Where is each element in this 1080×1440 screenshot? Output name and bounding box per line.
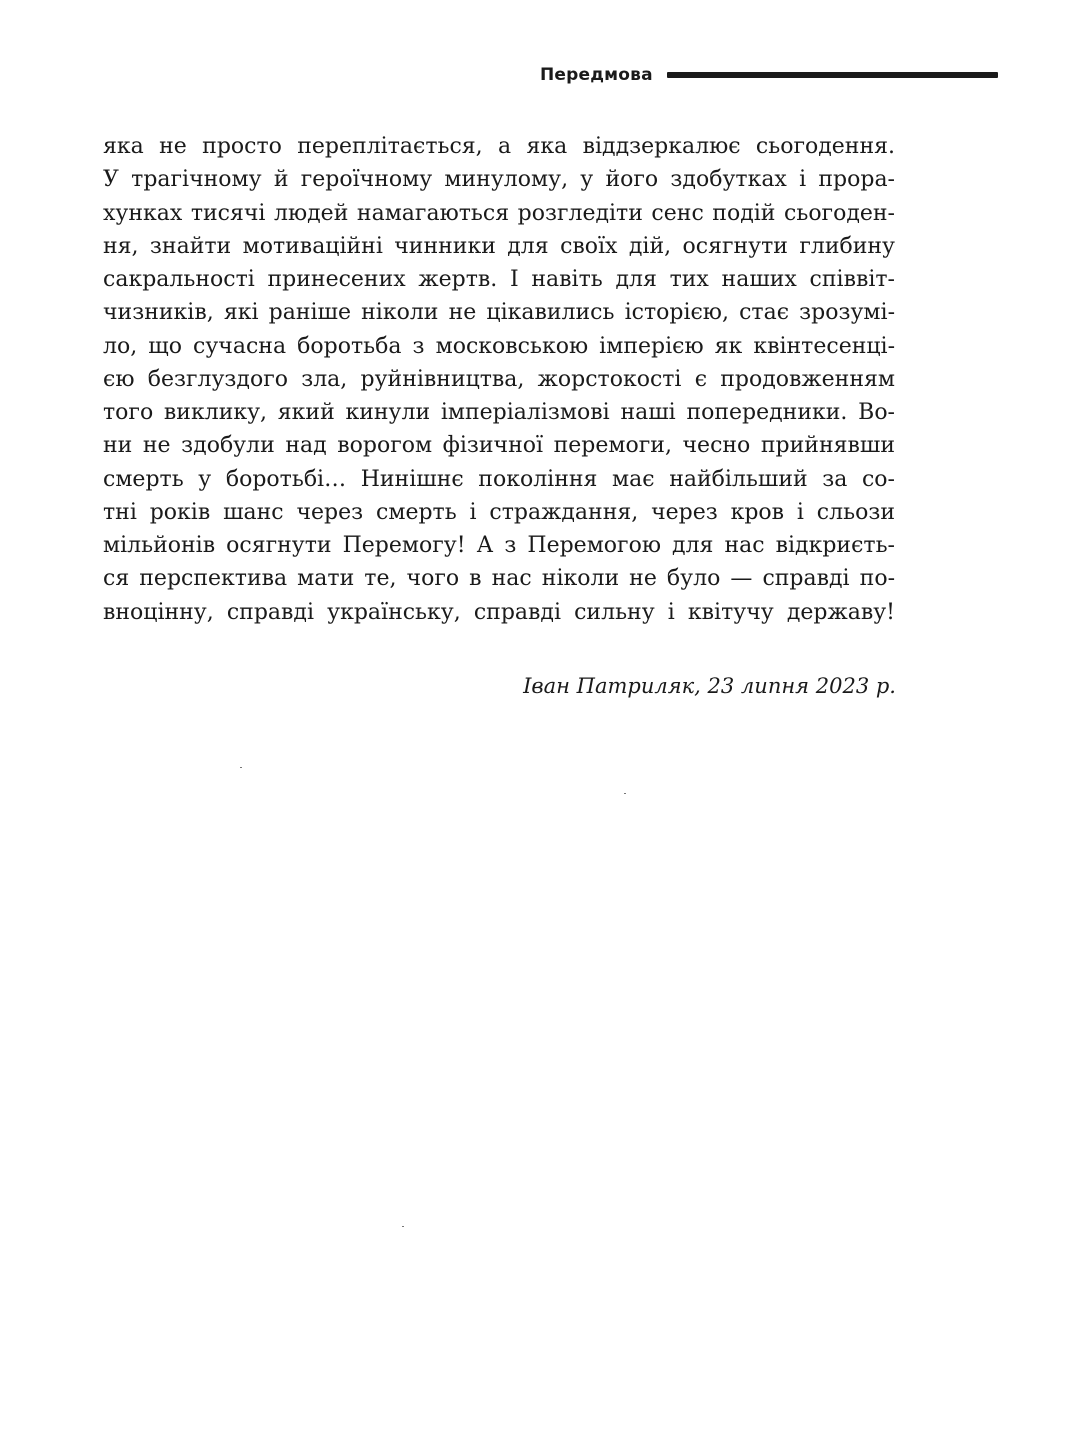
header-rule: [667, 72, 998, 78]
text-line: ся перспектива мати те, чого в нас ніколи не було — справді по-: [103, 566, 895, 592]
text-line: мільйонів осягнути Перемогу! А з Перемогою для нас відкриєть-: [103, 533, 895, 558]
text-line: тні років шанс через смерть і страждання, через кров і сльози: [103, 499, 895, 525]
text-line: вноцінну, справді українську, справді сильну і квітучу державу!: [103, 599, 895, 625]
paper-speck: [402, 1226, 404, 1227]
text-line: сакральності принесених жертв. І навіть для тих наших співвіт-: [103, 267, 895, 292]
text-line: ни не здобули над ворогом фізичної перемоги, чесно прийнявши: [103, 433, 895, 459]
section-title: Передмова: [540, 65, 653, 85]
text-line: ня, знайти мотиваційні чинники для своїх дій, осягнути глибину: [103, 233, 895, 259]
text-line: того виклику, який кинули імперіалізмові наші попередники. Во-: [103, 400, 895, 425]
text-line: смерть у боротьбі… Нинішнє покоління має найбільший за со-: [103, 466, 895, 492]
text-line: хунках тисячі людей намагаються розгледіти сенс подій сьогоден-: [103, 200, 895, 226]
body-text: [103, 130, 895, 629]
text-line: чизників, які раніше ніколи не цікавились історією, стає зрозумі-: [103, 300, 895, 326]
paper-speck: [624, 793, 626, 794]
author-signature: Іван Патриляк, 23 липня 2023 р.: [523, 674, 896, 698]
text-line: єю безглуздого зла, руйнівництва, жорстокості є продовженням: [103, 366, 895, 392]
paper-speck: [240, 767, 242, 768]
running-header: [540, 60, 998, 90]
text-line: У трагічному й героїчному минулому, у його здобутках і прора-: [103, 167, 895, 193]
text-line: ло, що сучасна боротьба з московською імперією як квінтесенці-: [103, 333, 895, 359]
text-line: яка не просто переплітається, а яка віддзеркалює сьогодення.: [103, 134, 895, 159]
